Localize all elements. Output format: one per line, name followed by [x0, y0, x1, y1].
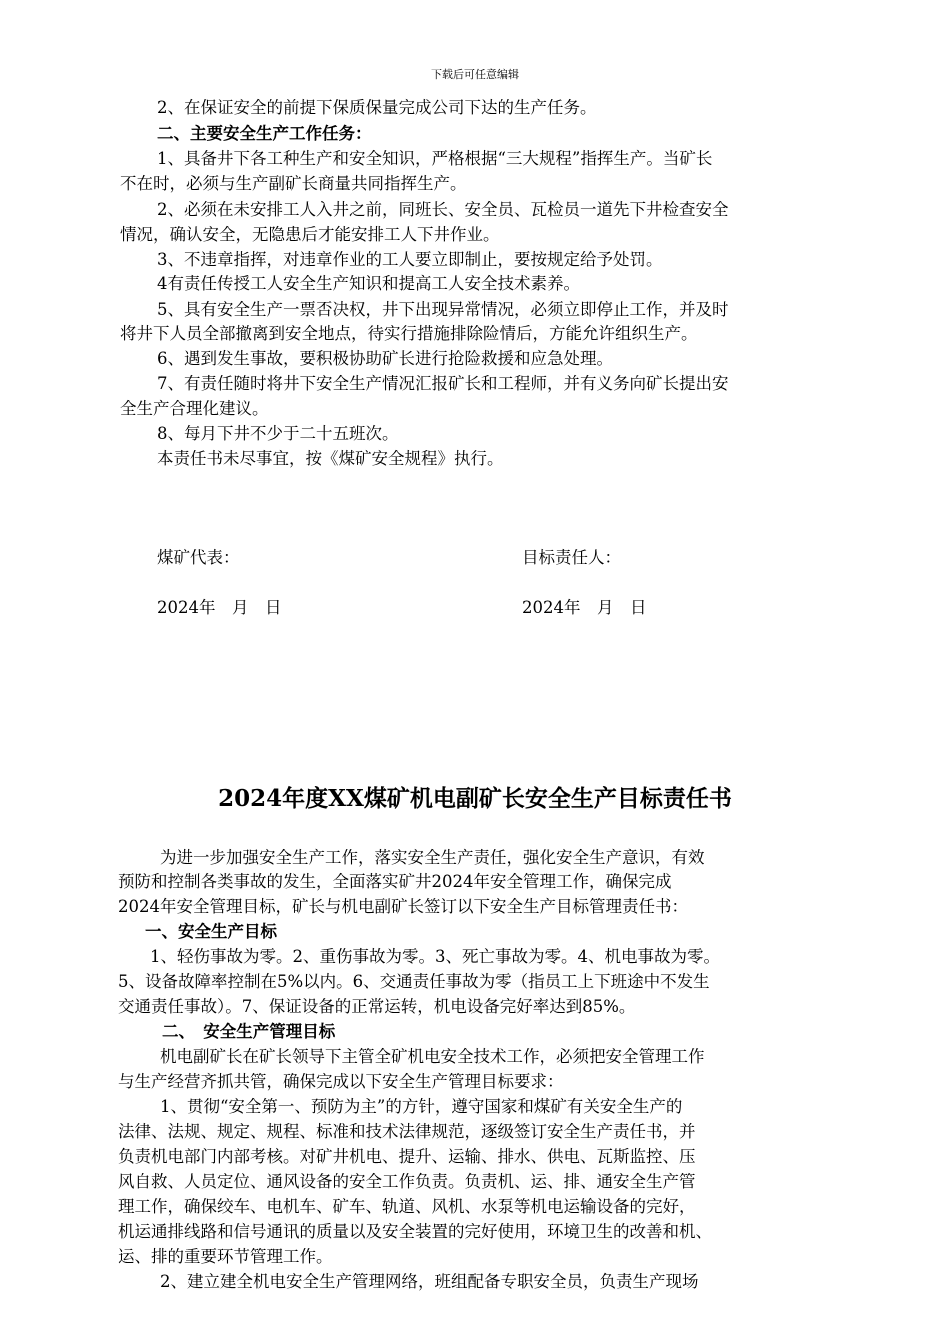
text-line: 本责任书未尽事宜，按《煤矿安全规程》执行。 [157, 449, 504, 468]
text-line: 5、具有安全生产一票否决权，井下出现异常情况，必须立即停止工作，并及时 [157, 300, 729, 319]
text-line: 8、每月下井不少于二十五班次。 [157, 424, 399, 443]
text-line: 为进一步加强安全生产工作，落实安全生产责任，强化安全生产意识，有效 [160, 848, 705, 867]
text-line: 2024年安全管理目标，矿长与机电副矿长签订以下安全生产目标管理责任书： [118, 897, 688, 916]
text-line: 6、遇到发生事故，要积极协助矿长进行抢险救援和应急处理。 [157, 349, 613, 368]
text-line: 1、具备井下各工种生产和安全知识，严格根据“三大规程”指挥生产。当矿长 [157, 149, 713, 168]
text-line: 全生产合理化建议。 [120, 399, 269, 418]
text-line: 2、必须在未安排工人入井之前，同班长、安全员、瓦检员一道先下井检查安全 [157, 200, 729, 219]
text-line: 4有责任传授工人安全生产知识和提高工人安全技术素养。 [157, 274, 580, 293]
signature-right-date: 2024年 月 日 [522, 598, 647, 617]
text-line: 机运通排线路和信号通讯的质量以及安全装置的完好使用，环境卫生的改善和机、 [118, 1222, 712, 1241]
signature-right-label: 目标责任人： [522, 548, 621, 567]
text-line: 2、建立建全机电安全生产管理网络，班组配备专职安全员，负责生产现场 [160, 1272, 699, 1291]
text-line: 2、在保证安全的前提下保质保量完成公司下达的生产任务。 [157, 98, 597, 117]
section-heading: 二、主要安全生产工作任务： [157, 124, 372, 143]
text-line: 将井下人员全部撤离到安全地点，待实行措施排除险情后，方能允许组织生产。 [120, 324, 698, 343]
document-title: 2024年度XX煤矿机电副矿长安全生产目标责任书 [218, 785, 732, 812]
text-line: 交通责任事故）。7、保证设备的正常运转，机电设备完好率达到85%。 [118, 997, 636, 1016]
text-line: 负责机电部门内部考核。对矿井机电、提升、运输、排水、供电、瓦斯监控、压 [118, 1147, 696, 1166]
text-line: 预防和控制各类事故的发生，全面落实矿井2024年安全管理工作，确保完成 [118, 872, 672, 891]
text-line: 1、轻伤事故为零。2、重伤事故为零。3、死亡事故为零。4、机电事故为零。 [150, 947, 720, 966]
text-line: 运、排的重要环节管理工作。 [118, 1247, 333, 1266]
text-line: 7、有责任随时将井下安全生产情况汇报矿长和工程师，并有义务向矿长提出安 [157, 374, 729, 393]
text-line: 3、不违章指挥，对违章作业的工人要立即制止，要按规定给予处罚。 [157, 250, 663, 269]
text-line: 不在时，必须与生产副矿长商量共同指挥生产。 [120, 174, 467, 193]
text-line: 与生产经营齐抓共管，确保完成以下安全生产管理目标要求： [118, 1072, 564, 1091]
signature-left-label: 煤矿代表： [157, 548, 240, 567]
section-heading: 二、 安全生产管理目标 [162, 1022, 336, 1041]
text-line: 法律、法规、规定、规程、标准和技术法律规范，逐级签订安全生产责任书，并 [118, 1122, 696, 1141]
text-line: 风自救、人员定位、通风设备的安全工作负责。负责机、运、排、通安全生产管 [118, 1172, 696, 1191]
text-line: 理工作，确保绞车、电机车、矿车、轨道、风机、水泵等机电运输设备的完好， [118, 1197, 696, 1216]
text-line: 情况，确认安全，无隐患后才能安排工人下井作业。 [120, 225, 500, 244]
signature-left-date: 2024年 月 日 [157, 598, 282, 617]
text-line: 1、贯彻“安全第一、预防为主”的方针，遵守国家和煤矿有关安全生产的 [160, 1097, 683, 1116]
text-line: 5、设备故障率控制在5%以内。6、交通责任事故为零（指员工上下班途中不发生 [118, 972, 710, 991]
section-heading: 一、安全生产目标 [145, 922, 277, 941]
text-line: 机电副矿长在矿长领导下主管全矿机电安全技术工作，必须把安全管理工作 [160, 1047, 705, 1066]
page-header: 下载后可任意编辑 [431, 68, 519, 81]
